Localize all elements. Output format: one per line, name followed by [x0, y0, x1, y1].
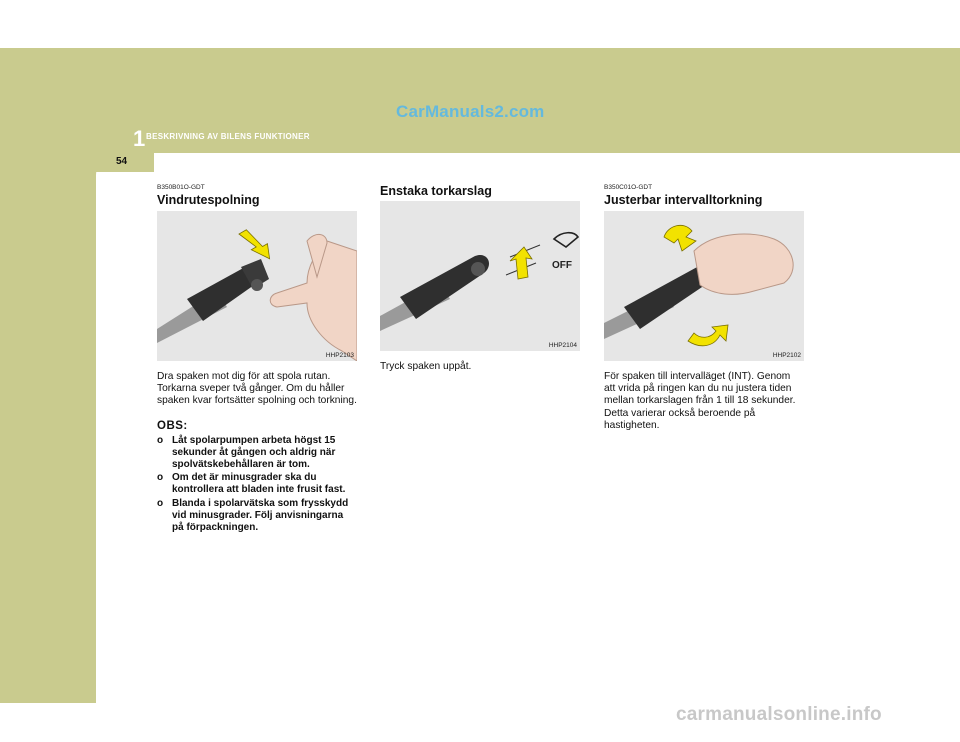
stalk-up-illustration: [380, 201, 580, 351]
section-windshield-washer: [157, 184, 357, 535]
page-number: 54: [116, 156, 128, 167]
section-code: B350B01O-GDT: [157, 184, 205, 191]
stalk-pull-illustration: [157, 211, 357, 361]
chapter-number: 1: [133, 126, 146, 151]
illustration-washer-stalk: [157, 211, 357, 361]
image-code: HHP2103: [325, 352, 354, 359]
section-adjustable-interval: [604, 184, 804, 432]
note-item: o Om det är minusgrader ska du kontrollera att bladen inte frusit fast.: [157, 472, 346, 496]
note-list: [157, 435, 357, 535]
illustration-interval-ring: [604, 211, 804, 361]
note-item: o Blanda i spolarvätska som frysskydd vid minusgrader. Följ anvisningarna på förpackningen.: [157, 497, 349, 534]
section-body: För spaken till intervalläget (INT). Genom att vrida på ringen kan du nu justera tiden mellan torkarslagen från 1 till 18 sekunder. Detta varierar också beroende på hastigheten.: [604, 371, 796, 431]
section-title: Vindrutespolning: [157, 193, 260, 207]
chapter-title: BESKRIVNING AV BILENS FUNKTIONER: [146, 132, 310, 141]
note-item: o Låt spolarpumpen arbeta högst 15 sekunder åt gången och aldrig när spolvätskebehållaren är tom.: [157, 434, 336, 471]
section-title: Enstaka torkarslag: [380, 184, 492, 198]
section-body: Dra spaken mot dig för att spola rutan. Torkarna sveper två gånger. Om du håller spaken kvar fortsätter spolning och torkning.: [157, 371, 357, 407]
section-code: B350C01O-GDT: [604, 184, 653, 191]
image-code: HHP2104: [548, 342, 577, 349]
ring-twist-illustration: [604, 211, 804, 361]
off-label: OFF: [552, 260, 572, 271]
section-title: Justerbar intervalltorkning: [604, 193, 763, 207]
illustration-single-wipe: [380, 201, 580, 351]
footer-site-watermark[interactable]: carmanualsonline.info: [676, 704, 882, 725]
section-body: Tryck spaken uppåt.: [380, 361, 472, 372]
note-heading: OBS:: [157, 419, 188, 432]
image-code: HHP2102: [772, 352, 801, 359]
site-watermark[interactable]: CarManuals2.com: [396, 102, 545, 121]
section-single-wipe: [380, 184, 580, 373]
